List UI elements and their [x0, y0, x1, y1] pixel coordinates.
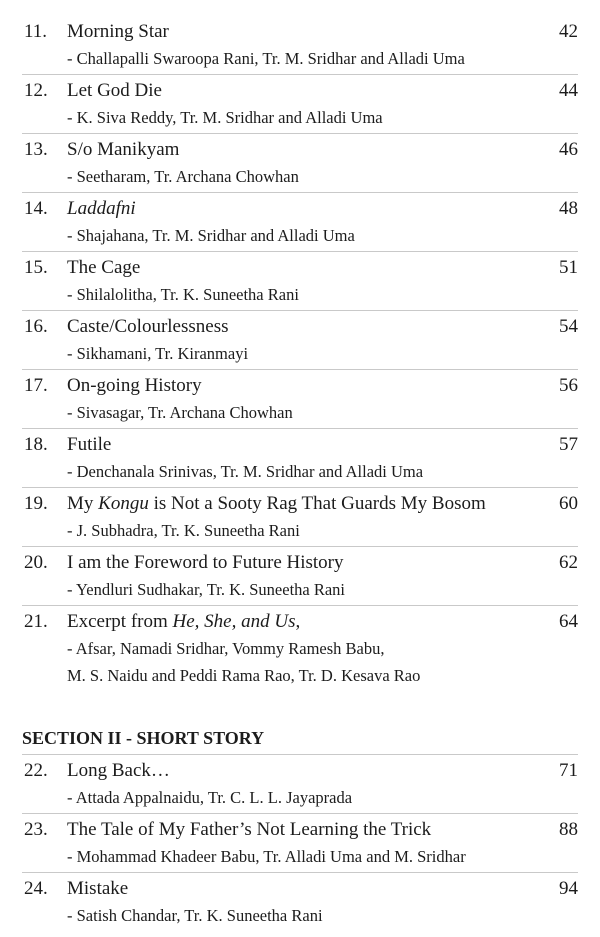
entry-author: - Yendluri Sudhakar, Tr. K. Suneetha Rani [67, 580, 346, 599]
entry-number: 12. [24, 80, 48, 101]
divider [22, 133, 578, 134]
entry-author: - Denchanala Srinivas, Tr. M. Sridhar and Alladi Uma [67, 462, 424, 481]
entry-author: - Mohammad Khadeer Babu, Tr. Alladi Uma and M. Sridhar [67, 847, 466, 866]
entry-page-number: 64 [559, 611, 578, 632]
entry-page-number: 42 [559, 21, 578, 42]
entry-page-number: 60 [559, 493, 578, 514]
entry-author: - Attada Appalnaidu, Tr. C. L. L. Jayaprada [67, 788, 353, 807]
entry-title: The Tale of My Father’s Not Learning the Trick [67, 819, 432, 840]
entry-number: 17. [24, 375, 48, 396]
entry-page-number: 71 [559, 760, 578, 781]
entry-title [67, 492, 486, 516]
entry-page-number: 57 [559, 434, 578, 455]
entry-author: - Shajahana, Tr. M. Sridhar and Alladi Uma [67, 226, 355, 245]
entry-number: 22. [24, 760, 48, 781]
entry-number: 18. [24, 434, 48, 455]
entry-title: Futile [67, 434, 112, 455]
divider [22, 369, 578, 370]
entry-number: 13. [24, 139, 48, 160]
entry-title-part: My [67, 493, 99, 514]
entry-title: Long Back… [67, 760, 170, 781]
divider [22, 872, 578, 873]
section-heading: SECTION II - SHORT STORY [22, 728, 265, 748]
divider [22, 605, 578, 606]
entry-number: 20. [24, 552, 48, 573]
entry-title: Morning Star [67, 21, 169, 42]
entry-author: - K. Siva Reddy, Tr. M. Sridhar and Alladi Uma [67, 108, 383, 127]
entry-number: 21. [24, 611, 48, 632]
divider [22, 74, 578, 75]
entry-author: - Satish Chandar, Tr. K. Suneetha Rani [67, 906, 323, 925]
entry-author-continued: M. S. Naidu and Peddi Rama Rao, Tr. D. Kesava Rao [67, 666, 421, 685]
divider [22, 487, 578, 488]
entry-author: - Shilalolitha, Tr. K. Suneetha Rani [67, 285, 299, 304]
entry-author: - Seetharam, Tr. Archana Chowhan [67, 167, 299, 186]
entry-page-number: 94 [559, 878, 578, 899]
entry-page-number: 51 [559, 257, 578, 278]
entry-page-number: 54 [559, 316, 578, 337]
entry-page-number: 48 [559, 198, 578, 219]
entry-title: S/o Manikyam [67, 139, 180, 160]
entry-page-number: 88 [559, 819, 578, 840]
entry-title: Let God Die [67, 80, 162, 101]
entry-page-number: 44 [559, 80, 578, 101]
entry-number: 24. [24, 878, 48, 899]
entry-number: 23. [24, 819, 48, 840]
divider [22, 428, 578, 429]
entry-author: - J. Subhadra, Tr. K. Suneetha Rani [67, 521, 300, 540]
entry-title [67, 610, 300, 634]
entry-author: - Afsar, Namadi Sridhar, Vommy Ramesh Babu, [67, 639, 385, 658]
entry-title-italic: Laddafni [67, 198, 136, 219]
entry-title-part: is Not a Sooty Rag That Guards My Bosom [148, 493, 486, 514]
entry-author: - Challapalli Swaroopa Rani, Tr. M. Sridhar and Alladi Uma [67, 49, 465, 68]
entry-number: 19. [24, 493, 48, 514]
entry-title-italic: Kongu [98, 493, 149, 514]
entry-title-italic: He, She, and Us [172, 611, 296, 632]
entry-number: 11. [24, 21, 48, 42]
divider [22, 546, 578, 547]
divider [22, 813, 578, 814]
entry-page-number: 46 [559, 139, 578, 160]
divider [22, 251, 578, 252]
entry-title: The Cage [67, 257, 141, 278]
entry-number: 15. [24, 257, 48, 278]
divider [22, 192, 578, 193]
divider [22, 754, 578, 755]
entry-title: On-going History [67, 375, 202, 396]
entry-title: Mistake [67, 878, 129, 899]
entry-page-number: 56 [559, 375, 578, 396]
entry-title-part: Excerpt from [67, 611, 173, 632]
entry-number: 14. [24, 198, 48, 219]
entry-number: 16. [24, 316, 48, 337]
entry-author: - Sikhamani, Tr. Kiranmayi [67, 344, 249, 363]
entry-page-number: 62 [559, 552, 578, 573]
divider [22, 310, 578, 311]
entry-author: - Sivasagar, Tr. Archana Chowhan [67, 403, 293, 422]
entry-title: Caste/Colourlessness [67, 316, 229, 337]
entry-title [67, 197, 136, 221]
entry-title: I am the Foreword to Future History [67, 552, 344, 573]
entry-title-part: , [295, 611, 301, 632]
